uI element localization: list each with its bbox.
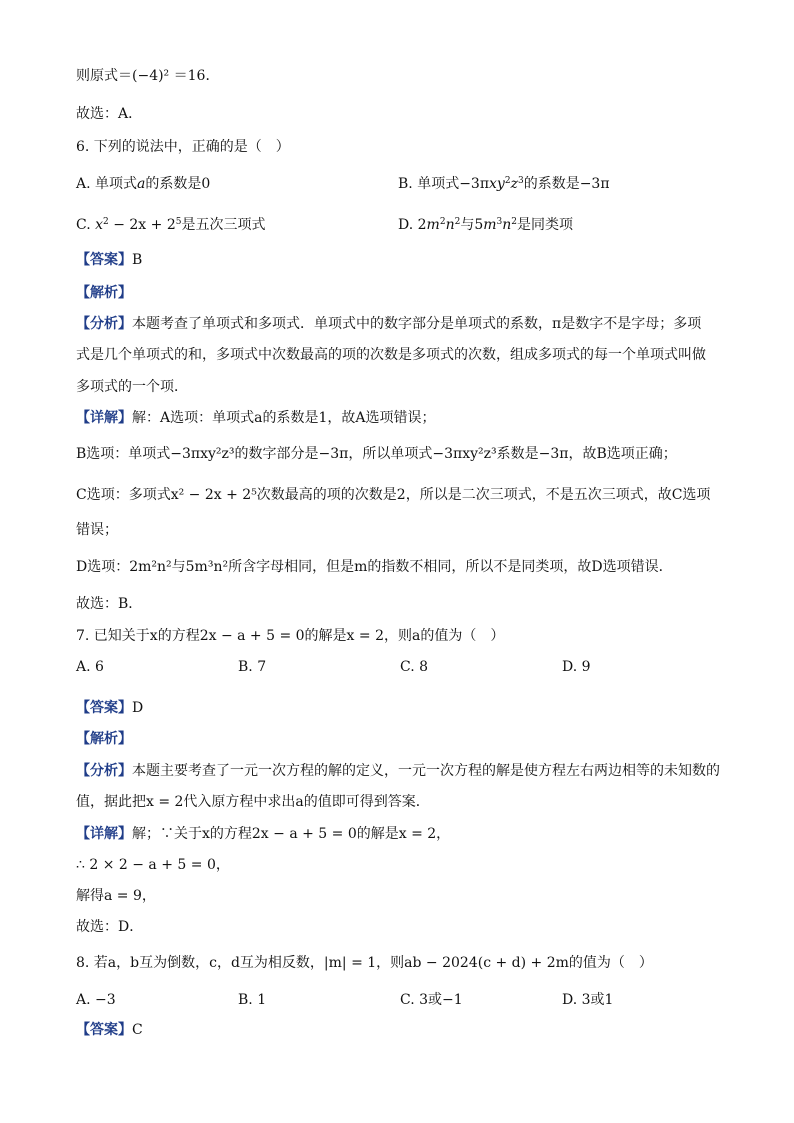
q6-option-a: A. 单项式a的系数是0 — [76, 176, 211, 192]
question-8-stem: 8. 若a，b互为倒数，c，d互为相反数，|m| = 1，则ab − 2024(c + d) + 2m的值为（ ） — [76, 955, 653, 971]
q8-option-d: D. 3或1 — [562, 992, 614, 1008]
q6-detail-line: D选项：2m²n²与5m³n²所含字母相同，但是m的指数不相同，所以不是同类项，故D选项错误． — [76, 559, 673, 575]
q8-option-b: B. 1 — [238, 992, 267, 1008]
q7-option-a: A. 6 — [76, 659, 104, 675]
q6-detail-line: B选项：单项式−3πxy²z³的数字部分是−3π，所以单项式−3πxy²z³系数是−3π，故B选项正确； — [76, 446, 677, 462]
q7-answer: 【答案】D — [76, 700, 144, 716]
q6-answer: 【答案】B — [76, 252, 143, 268]
q6-analysis-line: 式是几个单项式的和，多项式中次数最高的项的次数是多项式的次数，组成多项式的每一个单项式叫做 — [76, 347, 706, 363]
q6-option-b: B. 单项式$-3\pi xy^2z^3$的系数是−3π — [398, 176, 610, 192]
q7-option-c: C. 8 — [400, 659, 429, 675]
q8-answer: 【答案】C — [76, 1022, 143, 1038]
q7-analysis-line: 值，据此把x = 2代入原方程中求出a的值即可得到答案． — [76, 794, 430, 810]
text-line: 故选：A． — [76, 106, 143, 122]
q6-option-d: D. $2m^2n^2$与$5m^3n^2$是同类项 — [398, 217, 574, 233]
q6-detail-line: 【详解】解：A选项：单项式a的系数是1，故A选项错误； — [76, 410, 436, 426]
q6-option-c: C. $x^2 - 2x + 2^5$是五次三项式 — [76, 217, 266, 233]
q6-detail-line: 错误； — [76, 522, 118, 538]
q7-option-b: B. 7 — [238, 659, 267, 675]
q6-jiexi-heading: 【解析】 — [76, 285, 132, 301]
q8-option-c: C. 3或−1 — [400, 992, 463, 1008]
q6-analysis-line: 多项式的一个项． — [76, 379, 188, 395]
q7-conclusion: 故选：D． — [76, 919, 144, 935]
q6-conclusion: 故选：B． — [76, 596, 143, 612]
q7-detail-line: 解得a = 9， — [76, 888, 156, 904]
q6-detail-line: C选项：多项式x² − 2x + 2⁵次数最高的项的次数是2，所以是二次三项式，不是五次三项式，故C选项 — [76, 487, 711, 503]
text-line: 则原式＝(−4)² ＝16． — [76, 68, 220, 84]
q7-option-d: D. 9 — [562, 659, 591, 675]
question-7-stem: 7. 已知关于x的方程2x − a + 5 = 0的解是x = 2，则a的值为（ ） — [76, 628, 505, 644]
question-6-stem: 6. 下列的说法中，正确的是（ ） — [76, 139, 290, 155]
q7-analysis-line: 【分析】本题主要考查了一元一次方程的解的定义，一元一次方程的解是使方程左右两边相等的未知数的 — [76, 763, 720, 779]
q7-detail-line: ∴ 2 × 2 − a + 5 = 0， — [76, 857, 230, 873]
q7-detail-line: 【详解】解；∵关于x的方程2x − a + 5 = 0的解是x = 2， — [76, 826, 451, 842]
q6-analysis-line: 【分析】本题考查了单项式和多项式．单项式中的数字部分是单项式的系数，π是数字不是字母；多项 — [76, 316, 702, 332]
q8-option-a: A. −3 — [76, 992, 116, 1008]
q7-jiexi-heading: 【解析】 — [76, 731, 132, 747]
